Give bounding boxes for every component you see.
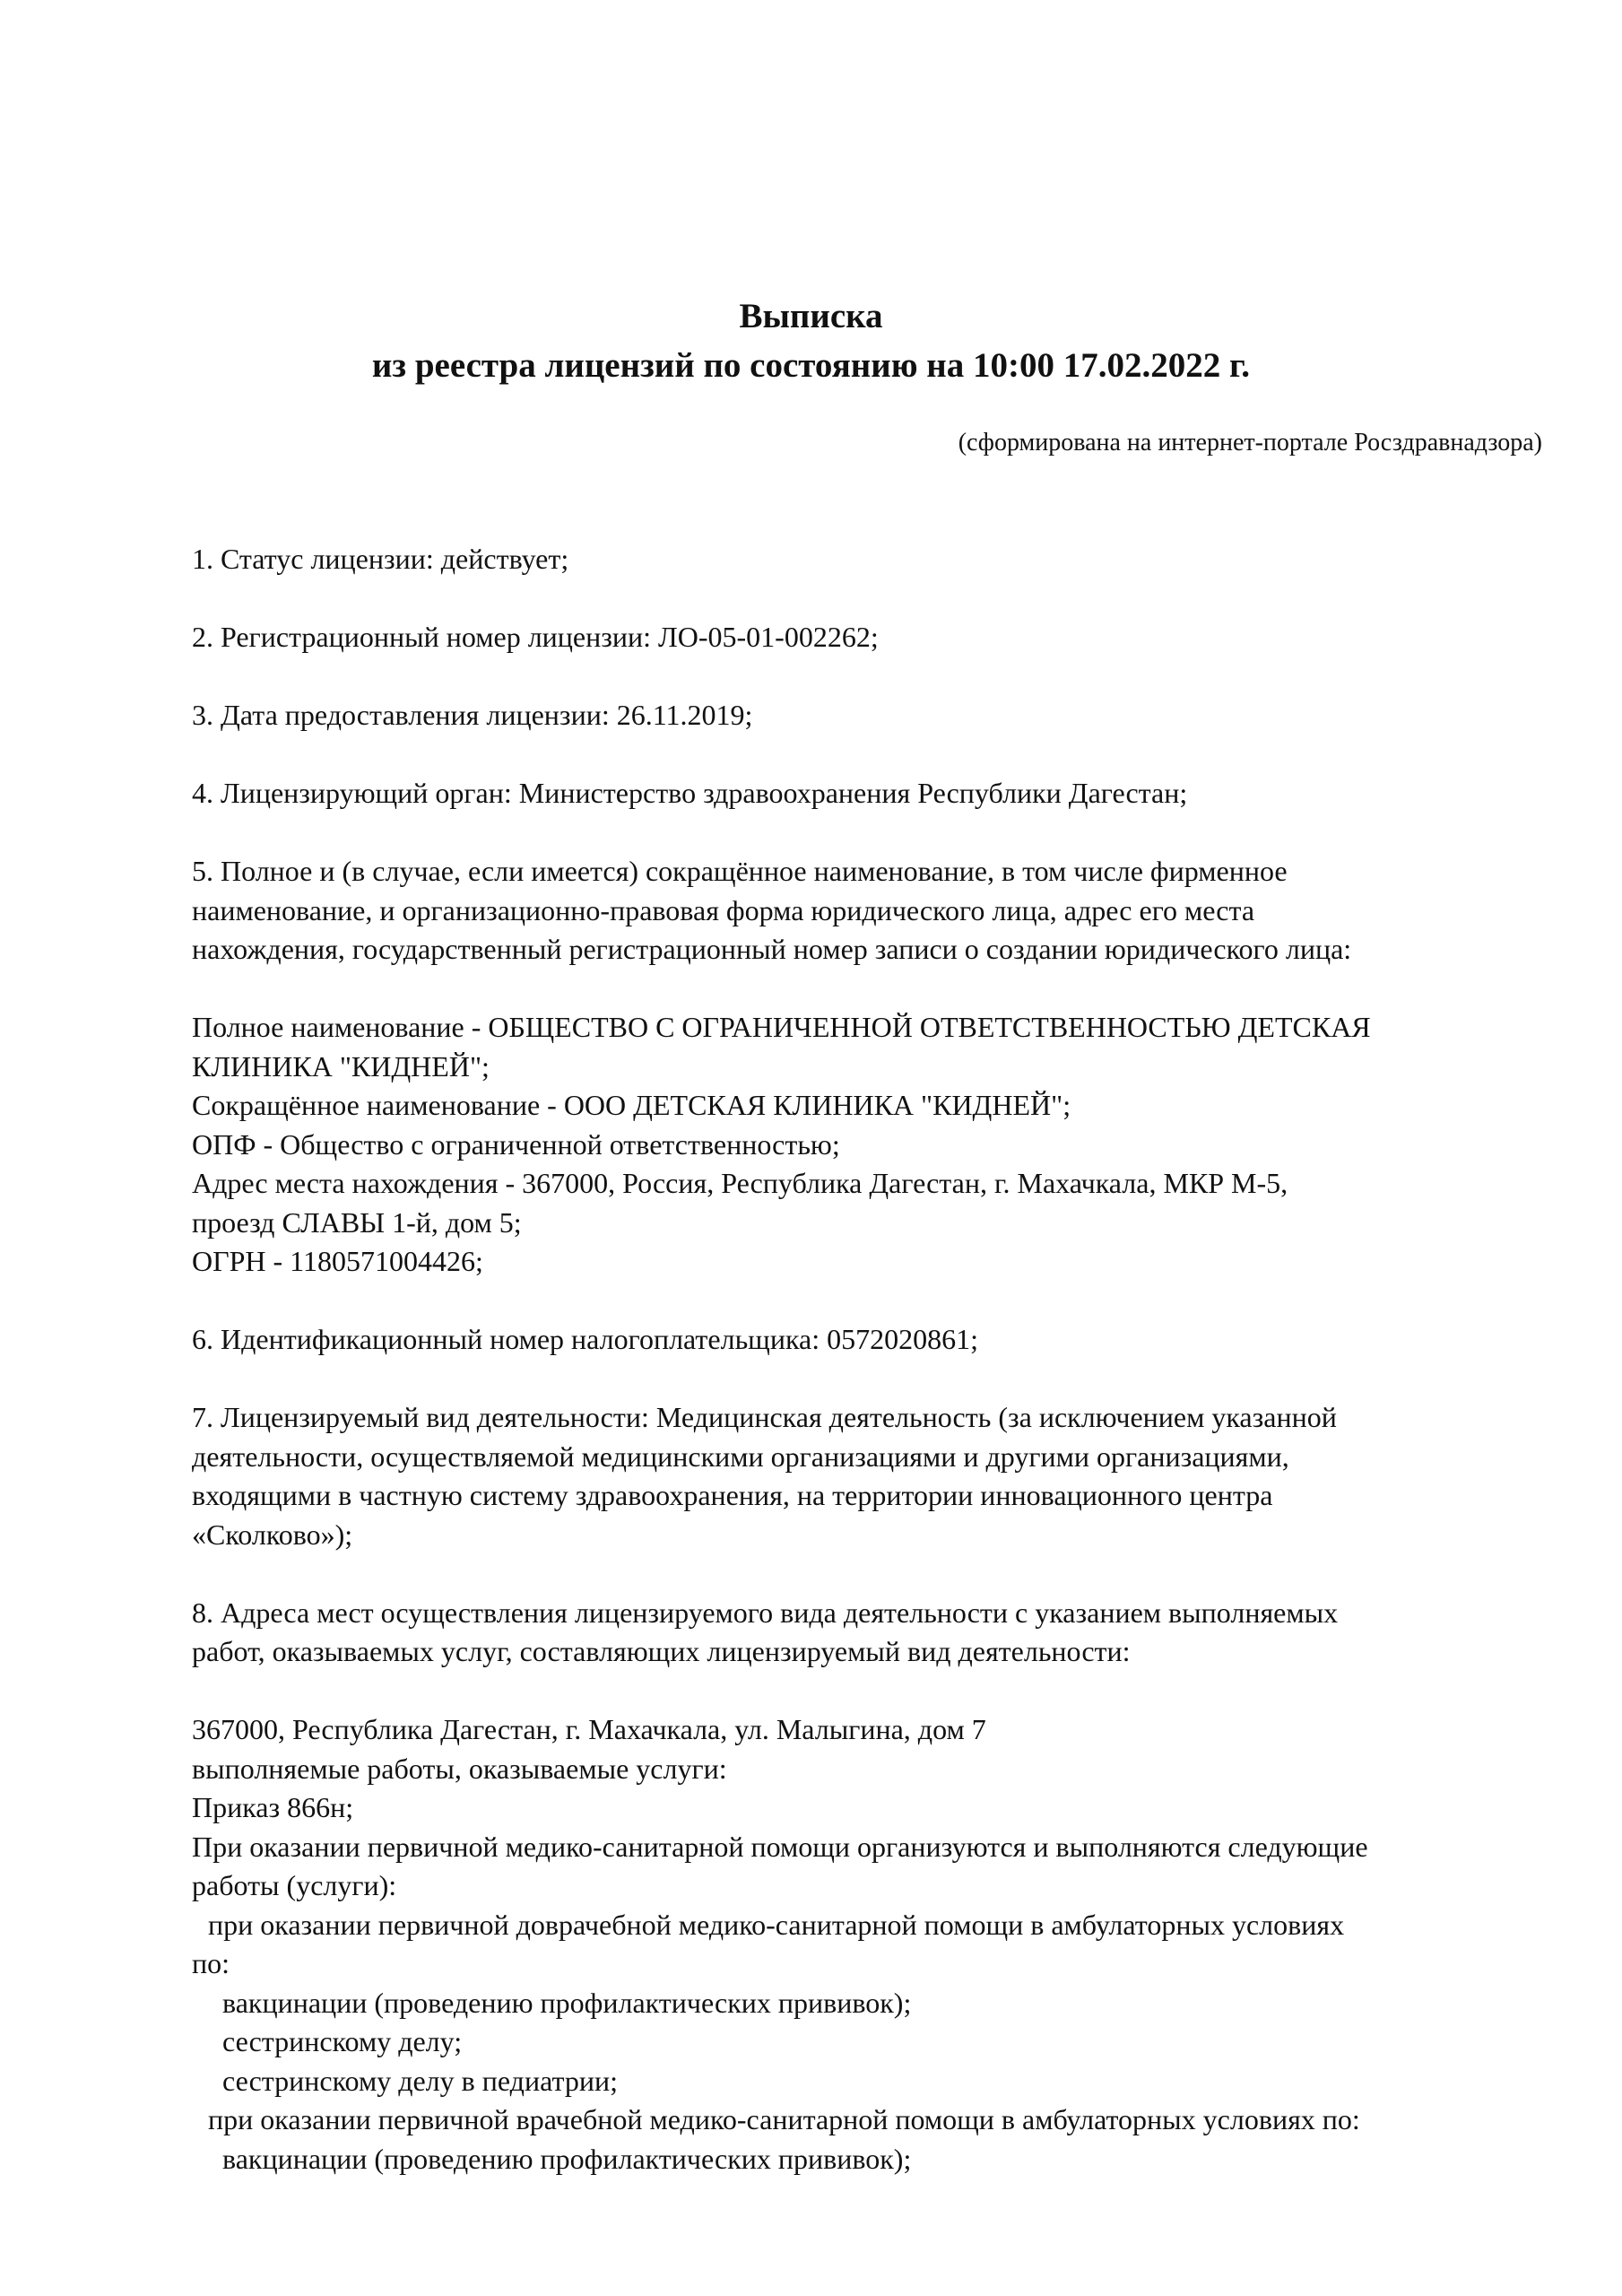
service-list-item: вакцинации (проведению профилактических прививок); — [222, 1986, 912, 2019]
service-list-item: сестринскому делу; — [222, 2025, 463, 2057]
service-list-item: сестринскому делу в педиатрии; — [222, 2064, 618, 2097]
item-activity-line: «Сколково»); — [192, 1518, 353, 1551]
item-license-status: 1. Статус лицензии: действует; — [192, 543, 569, 575]
activity-address: 367000, Республика Дагестан, г. Махачкала, ул. Малыгина, дом 7 — [192, 1713, 986, 1745]
item-name-heading-line: наименование, и организационно-правовая форма юридического лица, адрес его места — [192, 893, 1255, 926]
item-licensing-authority: 4. Лицензирующий орган: Министерство здравоохранения Республики Дагестан; — [192, 777, 1188, 809]
org-ogrn: ОГРН - 1180571004426; — [192, 1245, 483, 1277]
order-reference: Приказ 866н; — [192, 1791, 354, 1823]
item-registration-number: 2. Регистрационный номер лицензии: ЛО-05-01-002262; — [192, 621, 879, 653]
org-legal-form: ОПФ - Общество с ограниченной ответственностью; — [192, 1127, 840, 1161]
org-short-name: Сокращённое наименование - ООО ДЕТСКАЯ КЛИНИКА "КИДНЕЙ"; — [192, 1089, 1071, 1121]
vrach-care-heading: при оказании первичной врачебной медико-санитарной помощи в амбулаторных условиях по: — [208, 2103, 1360, 2135]
item-activity-line: 7. Лицензируемый вид деятельности: Медицинская деятельность (за исключением указанной — [192, 1401, 1337, 1433]
item-addresses-heading-line: 8. Адреса мест осуществления лицензируемого вида деятельности с указанием выполняемых — [192, 1596, 1339, 1629]
org-address: Адрес места нахождения - 367000, Россия, Республика Дагестан, г. Махачкала, МКР М-5, — [192, 1167, 1288, 1199]
prevrach-care-heading: при оказании первичной доврачебной медико-санитарной помощи в амбулаторных условиях — [208, 1908, 1345, 1941]
item-issue-date: 3. Дата предоставления лицензии: 26.11.2019; — [192, 699, 753, 731]
item-name-heading-line: нахождения, государственный регистрационный номер записи о создании юридического лица: — [192, 933, 1352, 965]
service-list-item: вакцинации (проведению профилактических прививок); — [222, 2142, 912, 2175]
org-full-name: Полное наименование - ОБЩЕСТВО С ОГРАНИЧЕННОЙ ОТВЕТСТВЕННОСТЬЮ ДЕТСКАЯ — [192, 1011, 1371, 1043]
document-body — [192, 540, 1555, 2179]
document-subtitle: из реестра лицензий по состоянию на 10:00 17.02.2022 г. — [371, 346, 1251, 385]
prevrach-care-heading-cont: по: — [192, 1947, 230, 1979]
item-activity-line: деятельности, осуществляемой медицинскими организациями и другими организациями, — [192, 1439, 1289, 1473]
document-title: Выписка — [739, 297, 883, 335]
primary-care-intro: При оказании первичной медико-санитарной помощи организуются и выполняются следующие — [192, 1830, 1368, 1863]
org-address-cont: проезд СЛАВЫ 1-й, дом 5; — [192, 1205, 522, 1239]
org-full-name-cont: КЛИНИКА "КИДНЕЙ"; — [192, 1049, 490, 1083]
works-services-label: выполняемые работы, оказываемые услуги: — [192, 1752, 727, 1785]
item-name-heading-line: 5. Полное и (в случае, если имеется) сокращённое наименование, в том числе фирменное — [192, 855, 1288, 887]
item-activity-line: входящими в частную систему здравоохранения, на территории инновационного центра — [192, 1479, 1273, 1511]
item-inn: 6. Идентификационный номер налогоплательщика: 0572020861; — [192, 1323, 978, 1355]
portal-note: (сформирована на интернет-портале Росздравнадзора) — [958, 429, 1542, 457]
primary-care-intro-cont: работы (услуги): — [192, 1869, 397, 1901]
item-addresses-heading-line: работ, оказываемых услуг, составляющих лицензируемый вид деятельности: — [192, 1635, 1131, 1667]
